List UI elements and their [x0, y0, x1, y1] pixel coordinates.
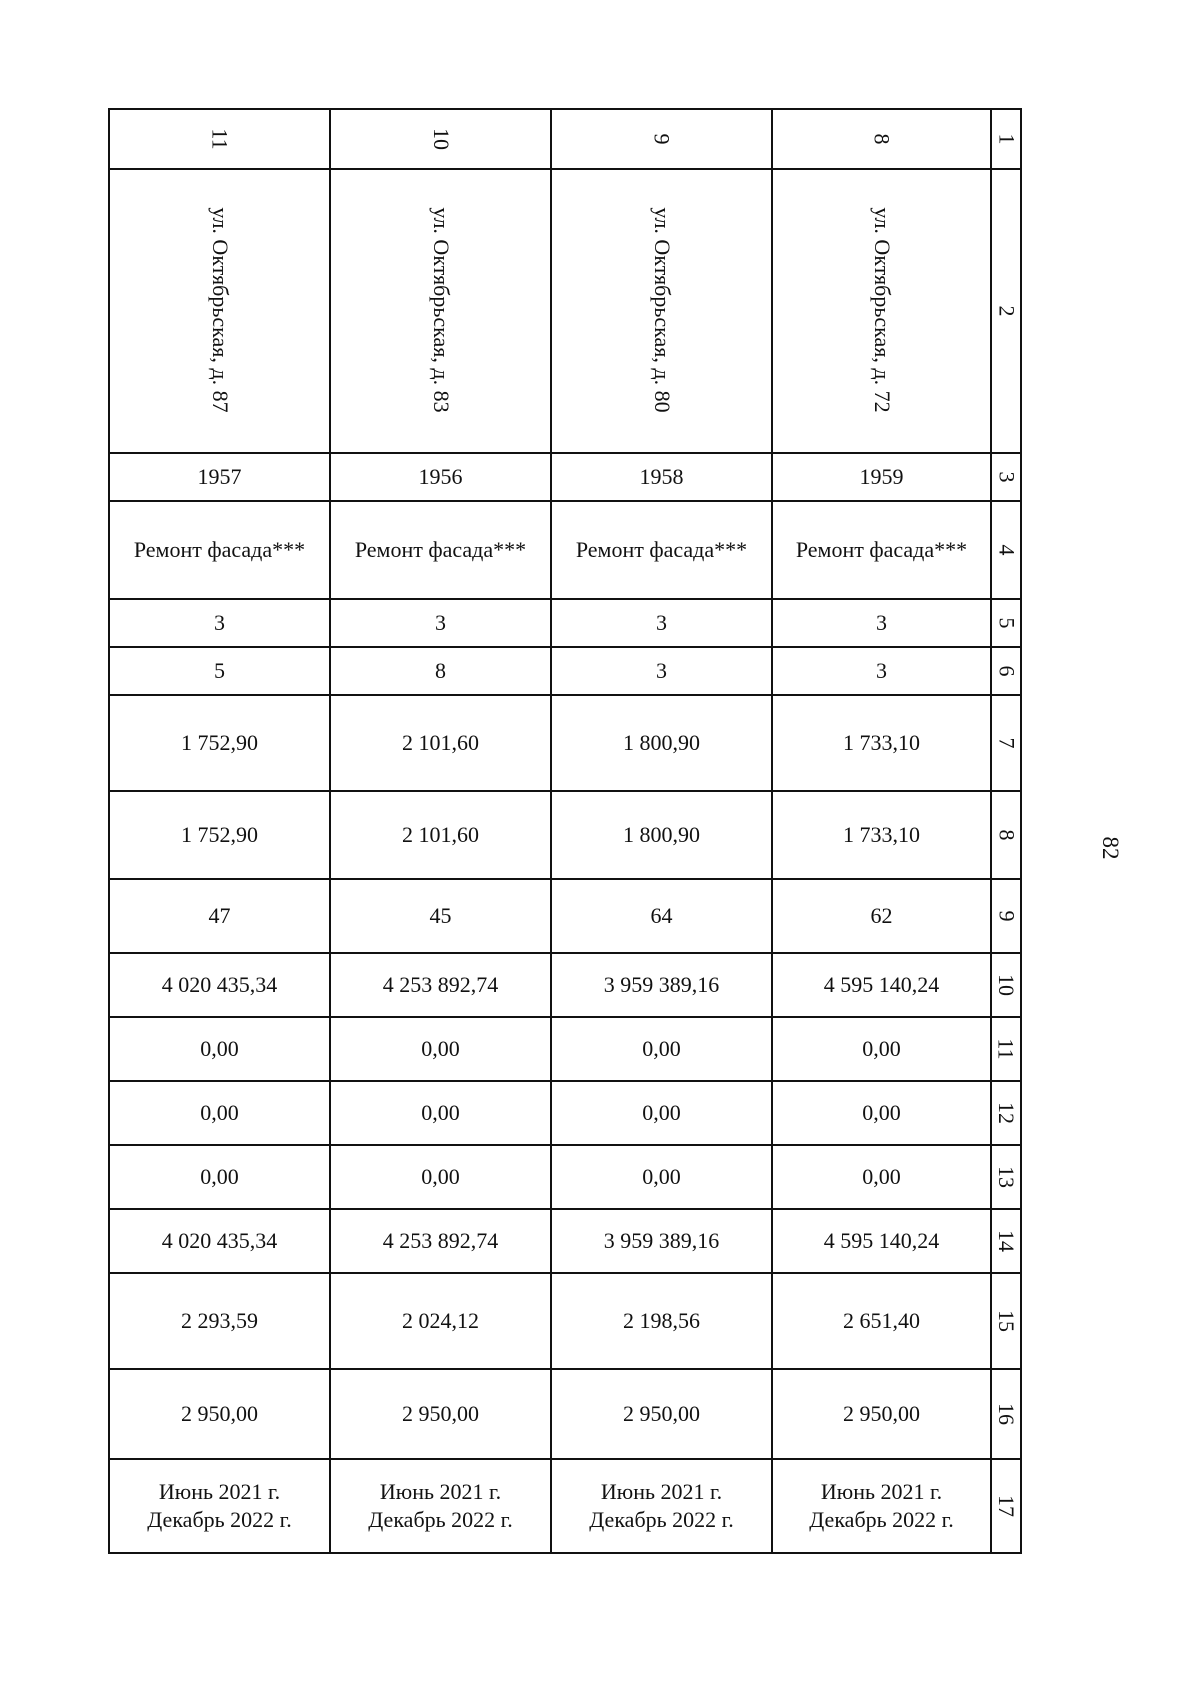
cell-col9 — [772, 879, 991, 953]
cell-col5 — [330, 599, 551, 647]
value-col13: 0,00 — [642, 1164, 681, 1189]
column-number-cell — [991, 1017, 1021, 1081]
value-col9: 45 — [429, 903, 452, 928]
table-row-col10 — [109, 953, 1021, 1017]
period-end: Декабрь 2022 г. — [809, 1507, 954, 1532]
cell-col16 — [109, 1369, 330, 1459]
value-work-type: Ремонт фасада*** — [575, 537, 748, 562]
cell-col10 — [109, 953, 330, 1017]
cell-address — [109, 169, 330, 453]
value-col7: 1 800,90 — [623, 730, 700, 755]
table-row-year — [109, 453, 1021, 501]
value-col7: 1 733,10 — [843, 730, 920, 755]
cell-address — [330, 169, 551, 453]
cell-number — [772, 109, 991, 169]
value-col6: 3 — [656, 658, 667, 683]
cell-col12 — [772, 1081, 991, 1145]
house-address: ул. Октябрьская, д. 83 — [428, 207, 454, 413]
cell-year — [551, 453, 772, 501]
column-number-cell — [991, 879, 1021, 953]
column-number-cell — [991, 169, 1021, 453]
column-number: 7 — [994, 737, 1019, 749]
value-col13: 0,00 — [862, 1164, 901, 1189]
cell-col14 — [772, 1209, 991, 1273]
cell-col10 — [551, 953, 772, 1017]
column-number-cell — [991, 647, 1021, 695]
cell-number — [330, 109, 551, 169]
value-col9: 47 — [208, 903, 231, 928]
cell-period — [109, 1459, 330, 1553]
cell-col9 — [330, 879, 551, 953]
cell-col8 — [551, 791, 772, 879]
value-col10: 4 595 140,24 — [823, 972, 940, 997]
period-start: Июнь 2021 г. — [379, 1479, 502, 1504]
column-number-cell — [991, 109, 1021, 169]
cell-col5 — [551, 599, 772, 647]
column-number: 11 — [994, 1038, 1019, 1060]
period-end: Декабрь 2022 г. — [147, 1507, 292, 1532]
column-number: 10 — [994, 974, 1019, 996]
table-row-work-type — [109, 501, 1021, 599]
value-col11: 0,00 — [200, 1036, 239, 1061]
value-work-type: Ремонт фасада*** — [133, 537, 306, 562]
column-number-cell — [991, 1459, 1021, 1553]
cell-number — [109, 109, 330, 169]
column-number-cell — [991, 953, 1021, 1017]
cell-year — [330, 453, 551, 501]
cell-col12 — [330, 1081, 551, 1145]
column-number-cell — [991, 791, 1021, 879]
table-row-address — [109, 169, 1021, 453]
column-number-cell — [991, 599, 1021, 647]
table-row-period — [109, 1459, 1021, 1553]
cell-col16 — [772, 1369, 991, 1459]
cell-col10 — [330, 953, 551, 1017]
period-start: Июнь 2021 г. — [158, 1479, 281, 1504]
cell-col15 — [772, 1273, 991, 1369]
column-number: 13 — [994, 1166, 1019, 1188]
cell-col11 — [772, 1017, 991, 1081]
column-number: 3 — [994, 471, 1019, 483]
cell-work-type — [772, 501, 991, 599]
value-col15: 2 651,40 — [843, 1308, 920, 1333]
value-col15: 2 024,12 — [402, 1308, 479, 1333]
value-col15: 2 293,59 — [181, 1308, 258, 1333]
value-col12: 0,00 — [200, 1100, 239, 1125]
value-col16: 2 950,00 — [402, 1401, 479, 1426]
value-col12: 0,00 — [862, 1100, 901, 1125]
column-number-cell — [991, 1081, 1021, 1145]
column-number: 9 — [994, 910, 1019, 922]
house-address: ул. Октябрьская, д. 80 — [649, 207, 675, 413]
house-address: ул. Октябрьская, д. 87 — [207, 207, 233, 413]
cell-col16 — [330, 1369, 551, 1459]
house-number: 9 — [649, 133, 675, 145]
cell-col6 — [109, 647, 330, 695]
column-number: 5 — [994, 617, 1019, 629]
period-start: Июнь 2021 г. — [600, 1479, 723, 1504]
value-col5: 3 — [435, 610, 446, 635]
cell-col6 — [330, 647, 551, 695]
column-number: 15 — [994, 1310, 1019, 1332]
cell-col15 — [330, 1273, 551, 1369]
value-col13: 0,00 — [200, 1164, 239, 1189]
value-year: 1958 — [639, 464, 684, 489]
value-work-type: Ремонт фасада*** — [354, 537, 527, 562]
cell-col12 — [551, 1081, 772, 1145]
cell-period — [772, 1459, 991, 1553]
repair-schedule-table — [108, 108, 1022, 1554]
value-col11: 0,00 — [862, 1036, 901, 1061]
cell-col14 — [551, 1209, 772, 1273]
cell-col13 — [772, 1145, 991, 1209]
cell-col15 — [551, 1273, 772, 1369]
value-col5: 3 — [214, 610, 225, 635]
table-row-col15 — [109, 1273, 1021, 1369]
value-col10: 4 253 892,74 — [382, 972, 499, 997]
cell-col13 — [551, 1145, 772, 1209]
period-start: Июнь 2021 г. — [820, 1479, 943, 1504]
cell-col8 — [772, 791, 991, 879]
cell-col8 — [109, 791, 330, 879]
cell-year — [772, 453, 991, 501]
value-year: 1959 — [859, 464, 904, 489]
value-col8: 1 752,90 — [181, 822, 258, 847]
cell-period — [330, 1459, 551, 1553]
value-col14: 4 595 140,24 — [823, 1228, 940, 1253]
value-year: 1956 — [418, 464, 463, 489]
table-row-col13 — [109, 1145, 1021, 1209]
value-col12: 0,00 — [421, 1100, 460, 1125]
table-row-col5 — [109, 599, 1021, 647]
value-col11: 0,00 — [642, 1036, 681, 1061]
house-address: ул. Октябрьская, д. 72 — [869, 207, 895, 413]
column-number: 16 — [994, 1403, 1019, 1425]
value-col9: 64 — [650, 903, 673, 928]
cell-col10 — [772, 953, 991, 1017]
cell-work-type — [109, 501, 330, 599]
cell-year — [109, 453, 330, 501]
value-col6: 8 — [435, 658, 446, 683]
column-number-cell — [991, 501, 1021, 599]
value-col5: 3 — [656, 610, 667, 635]
table-row-col9 — [109, 879, 1021, 953]
value-col7: 1 752,90 — [181, 730, 258, 755]
house-number: 10 — [428, 128, 454, 150]
period-end: Декабрь 2022 г. — [368, 1507, 513, 1532]
table-row-col16 — [109, 1369, 1021, 1459]
value-year: 1957 — [197, 464, 242, 489]
value-col13: 0,00 — [421, 1164, 460, 1189]
column-number-cell — [991, 1145, 1021, 1209]
column-number: 6 — [994, 665, 1019, 677]
value-col6: 3 — [876, 658, 887, 683]
value-col10: 3 959 389,16 — [603, 972, 720, 997]
column-number-cell — [991, 1209, 1021, 1273]
column-number: 8 — [994, 829, 1019, 841]
cell-work-type — [330, 501, 551, 599]
cell-col11 — [551, 1017, 772, 1081]
cell-col7 — [551, 695, 772, 791]
cell-col5 — [109, 599, 330, 647]
value-col5: 3 — [876, 610, 887, 635]
cell-col6 — [772, 647, 991, 695]
column-number: 2 — [994, 305, 1019, 317]
cell-address — [551, 169, 772, 453]
cell-col9 — [109, 879, 330, 953]
cell-col15 — [109, 1273, 330, 1369]
table-row-col7 — [109, 695, 1021, 791]
value-col10: 4 020 435,34 — [161, 972, 278, 997]
value-col8: 2 101,60 — [402, 822, 479, 847]
period-end: Декабрь 2022 г. — [589, 1507, 734, 1532]
column-number-cell — [991, 695, 1021, 791]
page-number: 82 — [1098, 836, 1123, 860]
house-number: 8 — [869, 133, 895, 145]
value-col14: 4 020 435,34 — [161, 1228, 278, 1253]
column-number: 4 — [994, 544, 1019, 556]
value-col6: 5 — [214, 658, 225, 683]
column-number: 1 — [994, 133, 1019, 145]
cell-col11 — [109, 1017, 330, 1081]
value-col16: 2 950,00 — [623, 1401, 700, 1426]
cell-col16 — [551, 1369, 772, 1459]
value-col12: 0,00 — [642, 1100, 681, 1125]
cell-col14 — [330, 1209, 551, 1273]
column-number-cell — [991, 453, 1021, 501]
table-row-col8 — [109, 791, 1021, 879]
table-row-col11 — [109, 1017, 1021, 1081]
cell-col7 — [109, 695, 330, 791]
table-row-col12 — [109, 1081, 1021, 1145]
column-number-cell — [991, 1273, 1021, 1369]
value-col11: 0,00 — [421, 1036, 460, 1061]
cell-col14 — [109, 1209, 330, 1273]
value-col9: 62 — [870, 903, 893, 928]
value-col16: 2 950,00 — [843, 1401, 920, 1426]
value-col8: 1 800,90 — [623, 822, 700, 847]
cell-col9 — [551, 879, 772, 953]
cell-period — [551, 1459, 772, 1553]
cell-number — [551, 109, 772, 169]
value-col14: 4 253 892,74 — [382, 1228, 499, 1253]
value-col15: 2 198,56 — [623, 1308, 700, 1333]
table-row-col6 — [109, 647, 1021, 695]
column-number: 14 — [994, 1230, 1019, 1252]
value-col16: 2 950,00 — [181, 1401, 258, 1426]
cell-col7 — [330, 695, 551, 791]
column-number: 17 — [994, 1495, 1019, 1517]
cell-col8 — [330, 791, 551, 879]
cell-col13 — [330, 1145, 551, 1209]
cell-work-type — [551, 501, 772, 599]
cell-col5 — [772, 599, 991, 647]
value-work-type: Ремонт фасада*** — [795, 537, 968, 562]
value-col14: 3 959 389,16 — [603, 1228, 720, 1253]
table-row-col14 — [109, 1209, 1021, 1273]
cell-col13 — [109, 1145, 330, 1209]
cell-col12 — [109, 1081, 330, 1145]
column-number-cell — [991, 1369, 1021, 1459]
cell-col11 — [330, 1017, 551, 1081]
cell-col6 — [551, 647, 772, 695]
cell-col7 — [772, 695, 991, 791]
column-number: 12 — [994, 1102, 1019, 1124]
house-number: 11 — [207, 128, 233, 150]
value-col7: 2 101,60 — [402, 730, 479, 755]
cell-address — [772, 169, 991, 453]
table-row-number — [109, 109, 1021, 169]
value-col8: 1 733,10 — [843, 822, 920, 847]
